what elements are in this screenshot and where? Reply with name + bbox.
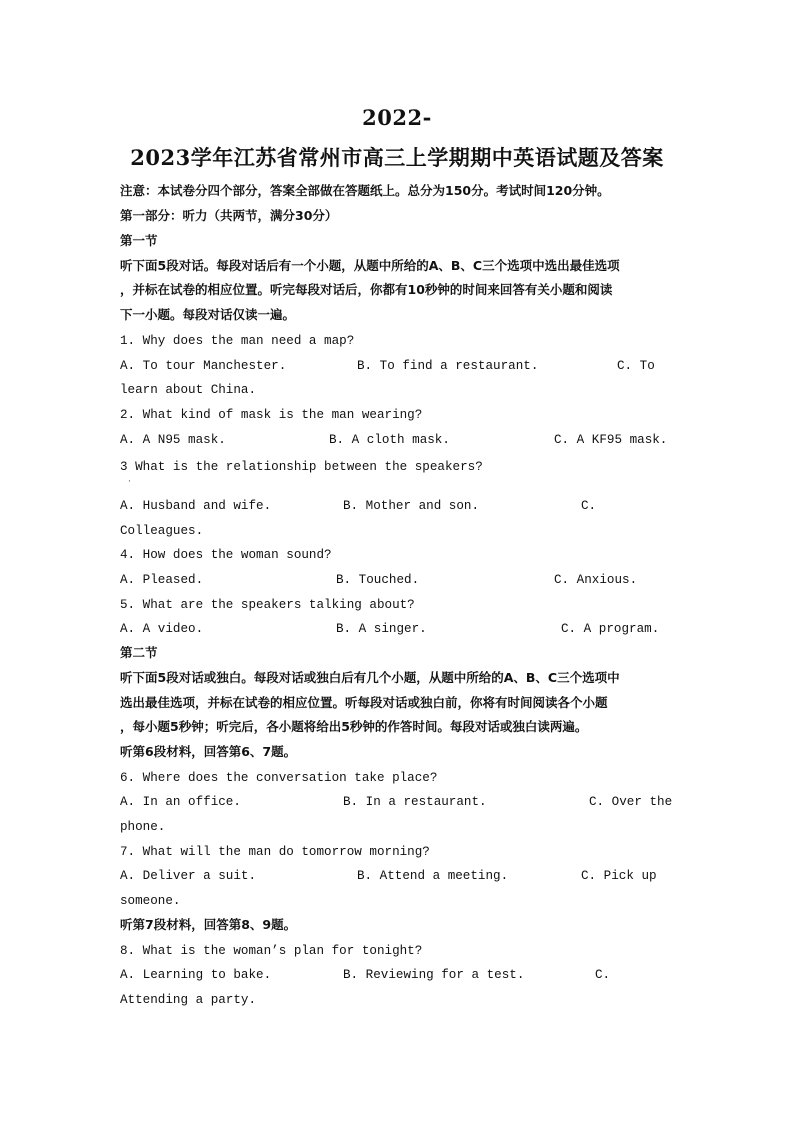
title-line-2: 2023学年江苏省常州市高三上学期期中英语试题及答案 xyxy=(130,145,664,170)
question-7-stem: 7. What will the man do tomorrow morning? xyxy=(120,845,430,859)
question-3-option-b: B. Mother and son. xyxy=(343,499,480,513)
title-line-1: 2022- xyxy=(362,105,432,130)
question-4-option-c: C. Anxious. xyxy=(554,573,638,587)
section1-instruction-3: 下一小题。每段对话仅读一遍。 xyxy=(120,307,296,322)
section1-instruction-1: 听下面5段对话。每段对话后有一个小题，从题中所给的A、B、C三个选项中选出最佳选项 xyxy=(120,258,620,273)
question-4-option-b: B. Touched. xyxy=(336,573,420,587)
question-8-option-b: B. Reviewing for a test. xyxy=(343,968,525,982)
question-1-option-c-continued: learn about China. xyxy=(120,383,257,397)
question-8-option-c-continued: Attending a party. xyxy=(120,993,257,1007)
question-1-option-b: B. To find a restaurant. xyxy=(357,359,539,373)
question-5-option-b: B. A singer. xyxy=(336,622,427,636)
question-2-option-a: A. A N95 mask. xyxy=(120,433,226,447)
question-8-option-a: A. Learning to bake. xyxy=(120,968,272,982)
question-6-option-c-continued: phone. xyxy=(120,820,166,834)
question-2-option-b: B. A cloth mask. xyxy=(329,433,450,447)
question-1-option-c: C. To xyxy=(617,359,655,373)
material-6-heading: 听第6段材料，回答第6、7题。 xyxy=(120,744,297,759)
question-6-option-b: B. In a restaurant. xyxy=(343,795,487,809)
question-7-option-b: B. Attend a meeting. xyxy=(357,869,509,883)
question-1-stem: 1. Why does the man need a map? xyxy=(120,334,355,348)
question-4-stem: 4. How does the woman sound? xyxy=(120,548,332,562)
question-6-option-a: A. In an office. xyxy=(120,795,241,809)
material-7-heading: 听第7段材料，回答第8、9题。 xyxy=(120,917,297,932)
stray-dot-mark: · xyxy=(128,477,131,487)
question-5-option-c: C. A program. xyxy=(561,622,660,636)
question-7-option-c-continued: someone. xyxy=(120,894,181,908)
question-5-stem: 5. What are the speakers talking about? xyxy=(120,598,415,612)
question-6-stem: 6. Where does the conversation take place? xyxy=(120,771,438,785)
section2-instruction-1: 听下面5段对话或独白。每段对话或独白后有几个小题，从题中所给的A、B、C三个选项中 xyxy=(120,670,620,685)
question-3-option-c-continued: Colleagues. xyxy=(120,524,204,538)
question-3-stem: 3 What is the relationship between the speakers? xyxy=(120,460,483,474)
section2-instruction-3: ，每小题5秒钟；听完后，各小题将给出5秒钟的作答时间。每段对话或独白读两遍。 xyxy=(120,719,588,734)
question-7-option-a: A. Deliver a suit. xyxy=(120,869,257,883)
question-6-option-c: C. Over the xyxy=(589,795,673,809)
question-7-option-c: C. Pick up xyxy=(581,869,657,883)
notice: 注意：本试卷分四个部分，答案全部做在答题纸上。总分为150分。考试时间120分钟。 xyxy=(120,183,610,198)
question-2-option-c: C. A KF95 mask. xyxy=(554,433,668,447)
section1-instruction-2: ，并标在试卷的相应位置。听完每段对话后，你都有10秒钟的时间来回答有关小题和阅读 xyxy=(120,282,613,297)
section2-heading: 第二节 xyxy=(120,645,158,660)
question-5-option-a: A. A video. xyxy=(120,622,204,636)
question-8-option-c: C. xyxy=(595,968,611,982)
question-4-option-a: A. Pleased. xyxy=(120,573,204,587)
section2-instruction-2: 选出最佳选项，并标在试卷的相应位置。听每段对话或独白前，你将有时间阅读各个小题 xyxy=(120,695,608,710)
question-8-stem: 8. What is the woman’s plan for tonight? xyxy=(120,944,423,958)
question-1-option-a: A. To tour Manchester. xyxy=(120,359,287,373)
section1-heading: 第一节 xyxy=(120,233,158,248)
question-3-option-c: C. xyxy=(581,499,597,513)
question-2-stem: 2. What kind of mask is the man wearing? xyxy=(120,408,423,422)
part1-heading: 第一部分：听力（共两节，满分30分） xyxy=(120,208,338,223)
question-3-option-a: A. Husband and wife. xyxy=(120,499,272,513)
